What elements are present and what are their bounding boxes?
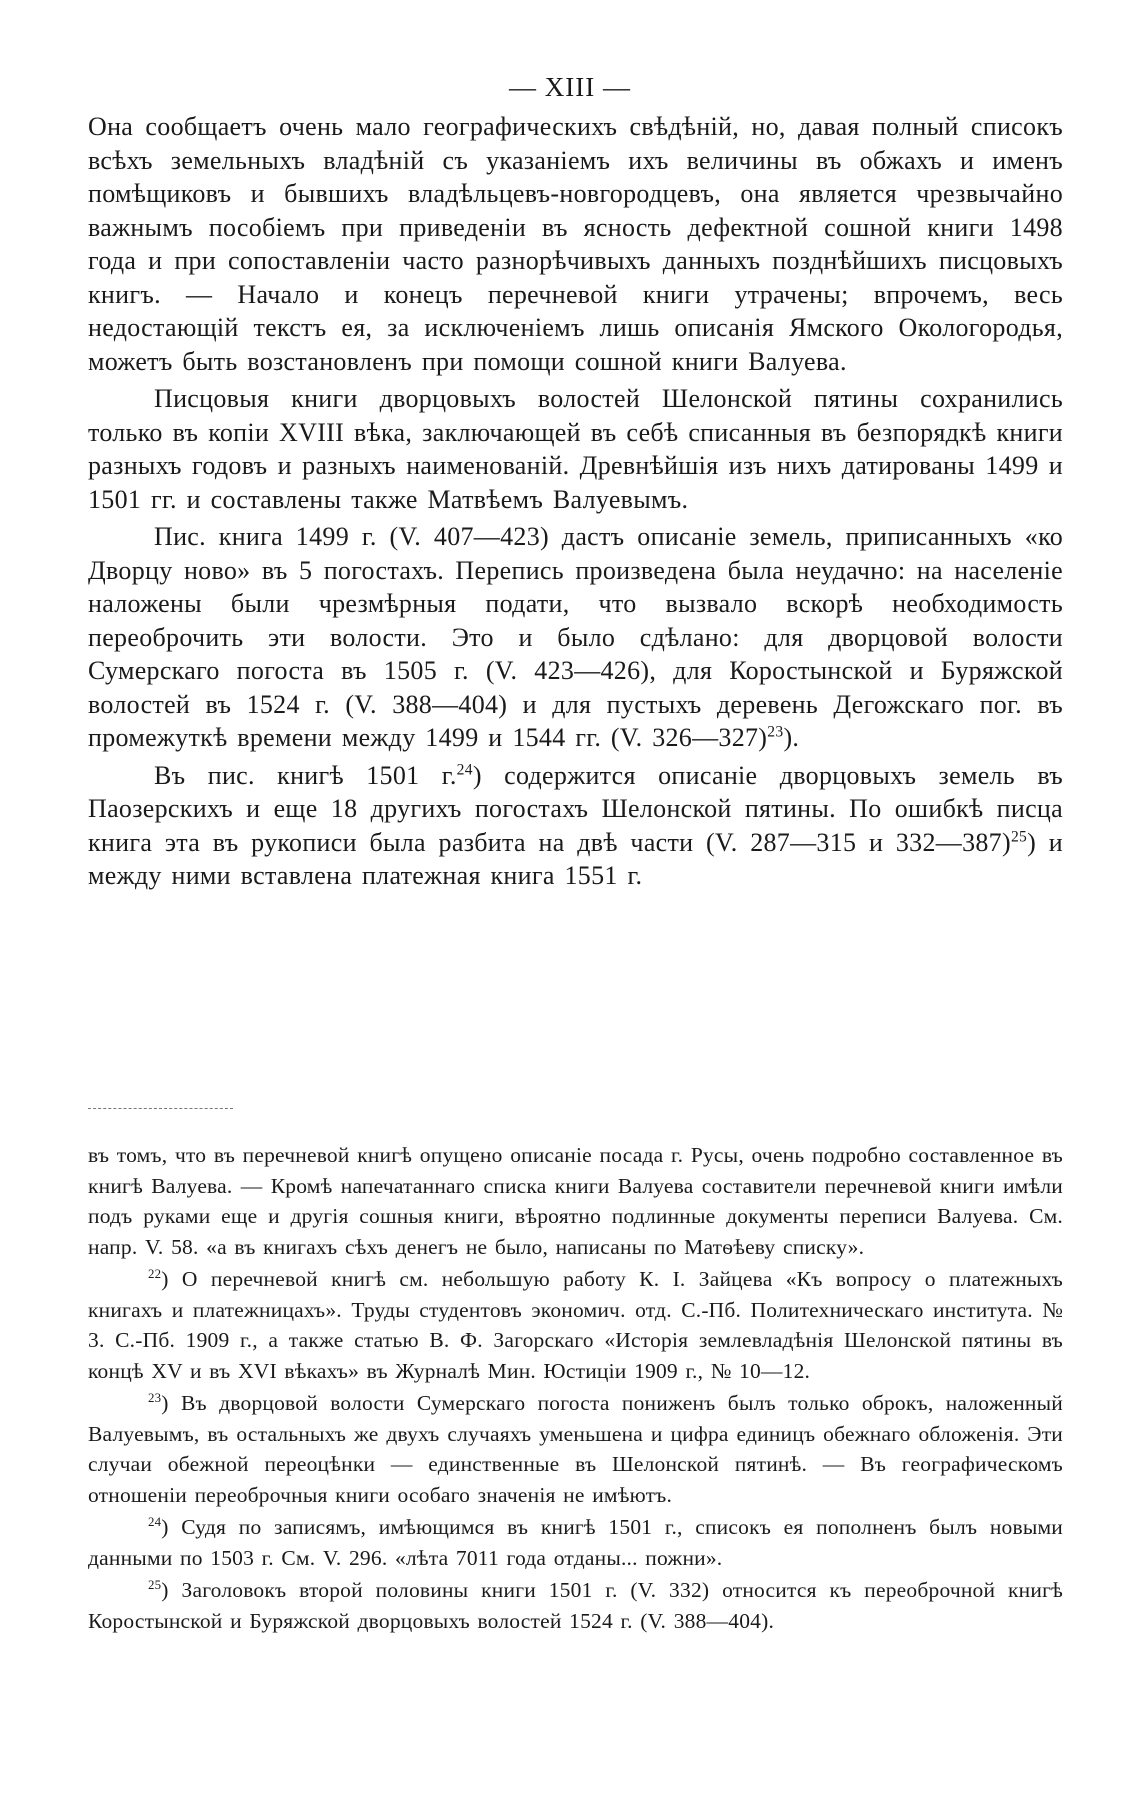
footnote-22	[88, 1264, 1063, 1386]
paragraph-1: Она сообщаетъ очень мало географическихъ свѣдѣній, но, давая полный списокъ всѣхъ земельныхъ владѣній съ указаніемъ ихъ величины въ обжахъ и именъ помѣщиковъ и бывшихъ владѣльцевъ-новгородцевъ, она является чрезвычайно важнымъ пособіемъ при приведеніи въ ясность дефектной сошной книги 1498 года и при сопоставленіи часто разнорѣчивыхъ данныхъ позднѣйшихъ писцовыхъ книгъ. — Начало и конецъ перечневой книги утрачены; впрочемъ, весь недостающій текстъ ея, за исключеніемъ лишь описанія Ямского Окологородья, можетъ быть возстановленъ при помощи сошной книги Валуева.	[88, 112, 1063, 376]
footnote-text: ) Въ дворцовой волости Сумерскаго погоста пониженъ былъ только оброкъ, наложенный Валуевымъ, въ остальныхъ же двухъ случаяхъ уменьшена и цифра единицъ обежнаго обложенія. Эти случаи обежной переоцѣнки — единственные въ Шелонской пятинѣ. — Въ географическомъ отношеніи переоброчныя книги особаго значенія не имѣютъ.	[88, 1391, 1063, 1507]
footnote-text: ) Судя по записямъ, имѣющимся въ книгѣ 1501 г., списокъ ея пополненъ былъ новыми данными по 1503 г. См. V. 296. «лѣта 7011 года отданы... пожни».	[88, 1515, 1063, 1570]
footnote-continuation: въ томъ, что въ перечневой книгѣ опущено описаніе посада г. Русы, очень подробно составленное въ книгѣ Валуева. — Кромѣ напечатаннаго списка книги Валуева составители перечневой книги имѣли подъ руками еще и другія сошныя книги, вѣроятно подлинные документы переписи Валуева. См. напр. V. 58. «а въ книгахъ сѣхъ денегъ не было, написаны по Матѳѣеву списку».	[88, 1143, 1063, 1259]
paragraph-4	[88, 759, 1063, 893]
footnote-number: 23	[148, 1390, 162, 1405]
main-text	[88, 110, 1063, 893]
footnote-number: 24	[148, 1514, 162, 1529]
footnote-text: ) Заголовокъ второй половины книги 1501 г. (V. 332) относится къ переоброчной книгѣ Коростынской и Буряжской дворцовыхъ волостей 1524 г. (V. 388—404).	[88, 1578, 1063, 1633]
paragraph-3-tail: ).	[783, 723, 800, 752]
footnote-number: 22	[148, 1266, 162, 1281]
footnote-ref-23: 23	[767, 723, 784, 741]
paragraph-4-text: Въ пис. книгѣ 1501 г.	[154, 760, 457, 790]
footnote-ref-24: 24	[456, 760, 473, 778]
footnote-text: ) О перечневой книгѣ см. небольшую работу К. І. Зайцева «Къ вопросу о платежныхъ книгахъ и платежницахъ». Труды студентовъ экономич. отд. С.-Пб. Политехническаго института. № 3. С.-Пб. 1909 г., а также статью В. Ф. Загорскаго «Исторія землевладѣнія Шелонской пятины въ концѣ XV и въ XVI вѣкахъ» въ Журналѣ Мин. Юстиціи 1909 г., № 10—12.	[88, 1267, 1063, 1383]
footnote-number: 25	[148, 1577, 162, 1592]
footnote-25	[88, 1575, 1063, 1636]
paragraph-4-middle: ) содержится описаніе дворцовыхъ земель въ Паозерскихъ и еще 18 другихъ погостахъ Шелонской пятины. По ошибкѣ писца книга эта въ рукописи была разбита на двѣ части (V. 287—315 и 332—387)	[88, 760, 1063, 857]
page-number: — XIII —	[509, 72, 631, 102]
paragraph-4-tail: ) и между ними вставлена платежная книга 1551 г.	[88, 827, 1063, 890]
paragraph-3-text: Пис. книга 1499 г. (V. 407—423) дастъ описаніе земель, приписанныхъ «ко Дворцу ново» въ 5 погостахъ. Перепись произведена была неудачно: на населеніе наложены были чрезмѣрныя подати, что вызвало вскорѣ необходимость переоброчить эти волости. Это и было сдѣлано: для дворцовой волости Сумерскаго погоста въ 1505 г. (V. 423—426), для Коростынской и Буряжской волостей въ 1524 г. (V. 388—404) и для пустыхъ деревень Дегожскаго пог. въ промежуткѣ времени между 1499 и 1544 гг. (V. 326—327)	[88, 522, 1063, 752]
footnote-ref-25: 25	[1010, 827, 1028, 845]
paragraph-3	[88, 520, 1063, 755]
paragraph-2: Писцовыя книги дворцовыхъ волостей Шелонской пятины сохранились только въ копіи XVIII вѣка, заключающей въ себѣ списанныя въ безпорядкѣ книги разныхъ годовъ и разныхъ наименованій. Древнѣйшія изъ нихъ датированы 1499 и 1501 гг. и составлены также Матвѣемъ Валуевымъ.	[88, 384, 1063, 514]
footnote-23	[88, 1388, 1063, 1510]
footnote-separator	[88, 1108, 233, 1110]
footnotes	[88, 1140, 1063, 1636]
footnote-24	[88, 1512, 1063, 1573]
